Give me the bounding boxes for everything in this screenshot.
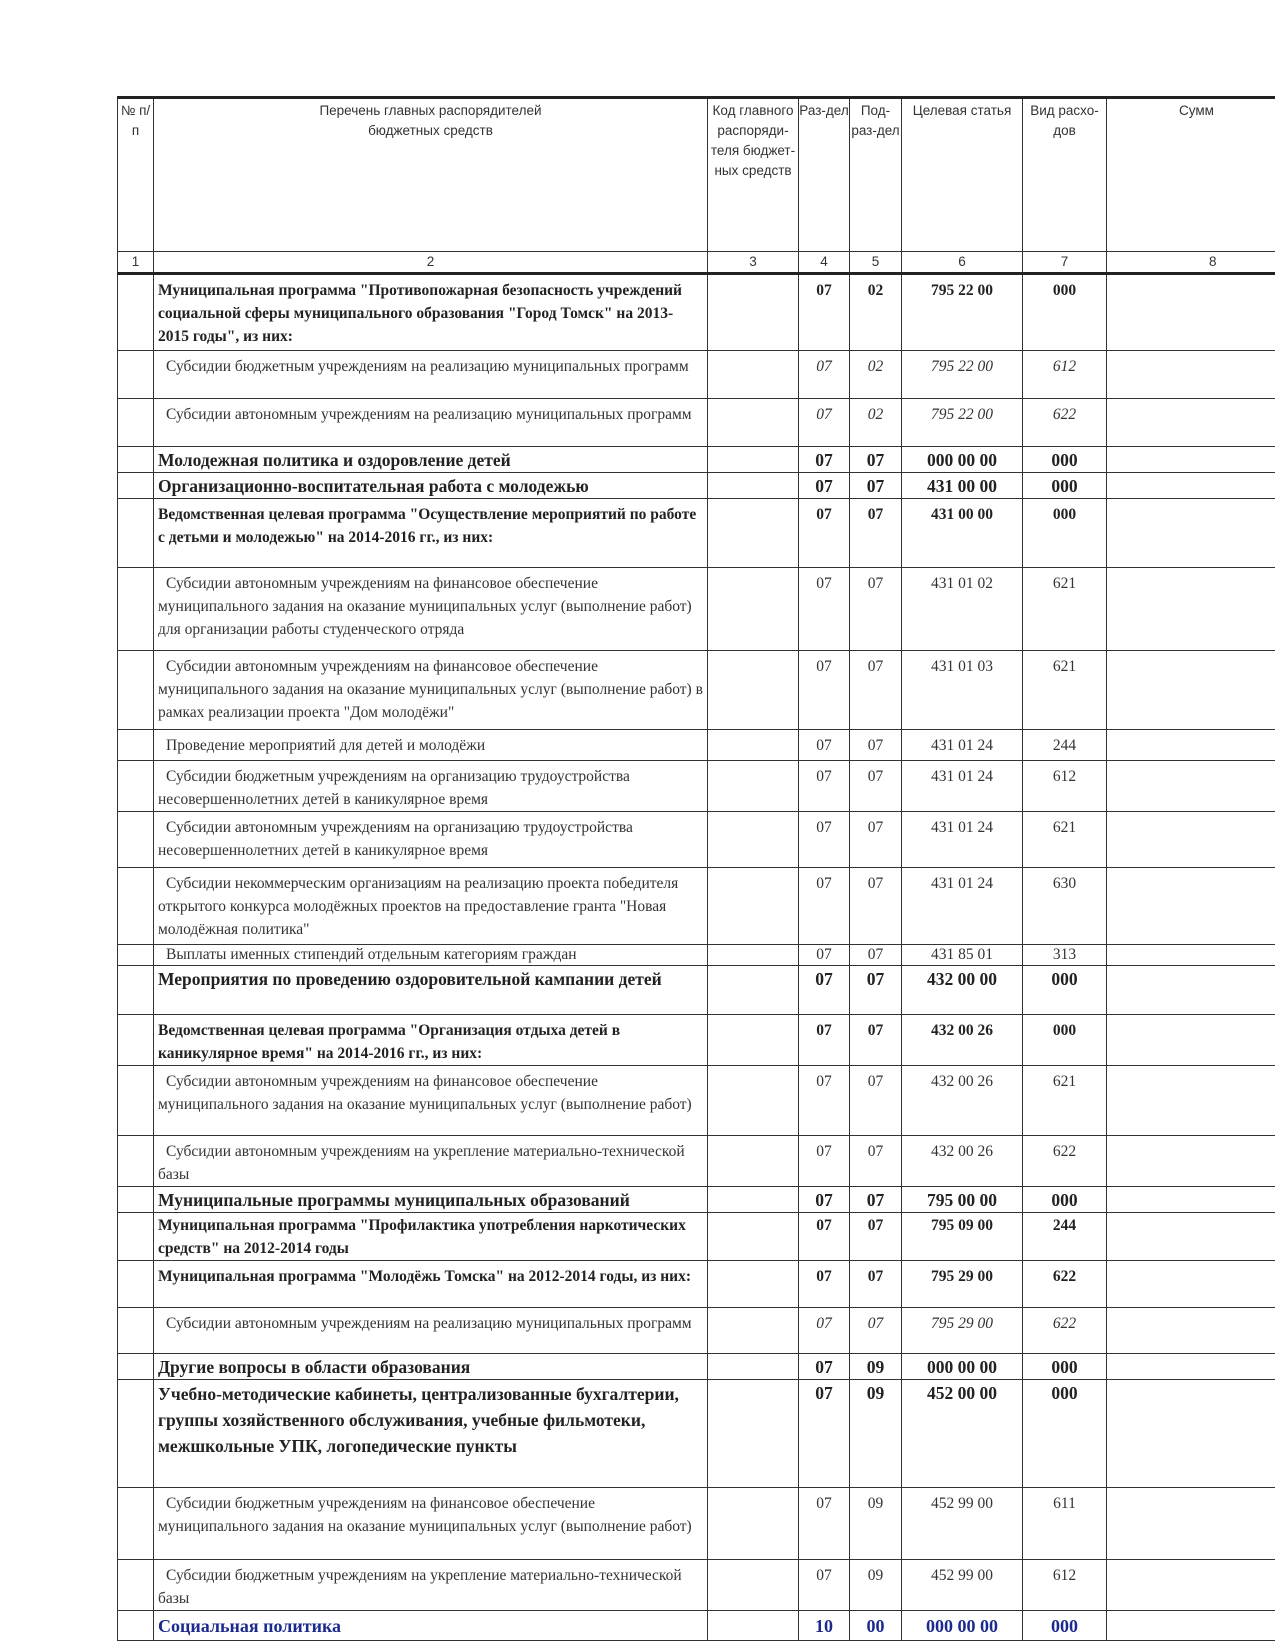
row-expense: 000 xyxy=(1023,274,1107,351)
row-name: Субсидии бюджетным учреждениям на финансовое обеспечение муниципального задания на оказание муниципальных услуг (выполнение работ) xyxy=(154,1488,708,1560)
row-section: 07 xyxy=(799,1187,850,1213)
row-target: 432 00 26 xyxy=(902,1136,1023,1187)
row-name: Другие вопросы в области образования xyxy=(154,1354,708,1380)
row-target: 795 29 00 xyxy=(902,1308,1023,1354)
row-target: 431 85 01 xyxy=(902,945,1023,966)
table-row xyxy=(118,761,1275,812)
row-target: 431 01 24 xyxy=(902,730,1023,761)
row-expense: 630 xyxy=(1023,868,1107,945)
row-name: Учебно-методические кабинеты, централизованные бухгалтерии, группы хозяйственного обслуживания, учебные фильмотеки, межшкольные УПК, логопедические пункты xyxy=(154,1380,708,1488)
row-name: Муниципальная программа "Молодёжь Томска" на 2012-2014 годы, из них: xyxy=(154,1261,708,1308)
column-number: 1 xyxy=(118,252,154,274)
table-row xyxy=(118,730,1275,761)
row-expense: 000 xyxy=(1023,1015,1107,1066)
row-subsection: 07 xyxy=(850,812,902,868)
table-row xyxy=(118,1354,1275,1380)
row-subsection: 07 xyxy=(850,1308,902,1354)
row-section: 07 xyxy=(799,1261,850,1308)
row-expense: 621 xyxy=(1023,1066,1107,1136)
row-section: 07 xyxy=(799,1015,850,1066)
row-name: Мероприятия по проведению оздоровительной кампании детей xyxy=(154,966,708,1015)
row-name: Молодежная политика и оздоровление детей xyxy=(154,447,708,473)
header-target: Целевая статья xyxy=(902,98,1023,252)
row-subsection: 07 xyxy=(850,1261,902,1308)
row-name: Субсидии автономным учреждениям на финансовое обеспечение муниципального задания на оказание муниципальных услуг (выполнение работ) xyxy=(154,1066,708,1136)
row-expense: 244 xyxy=(1023,730,1107,761)
header-code: Код главного распоряди-теля бюджет-ных средств xyxy=(708,98,799,252)
row-name: Субсидии некоммерческим организациям на реализацию проекта победителя открытого конкурса молодёжных проектов на предоставление гранта "Новая молодёжная политика" xyxy=(154,868,708,945)
row-subsection: 07 xyxy=(850,730,902,761)
row-target: 795 29 00 xyxy=(902,1261,1023,1308)
row-expense: 621 xyxy=(1023,568,1107,651)
row-expense: 000 xyxy=(1023,1354,1107,1380)
row-target: 795 22 00 xyxy=(902,274,1023,351)
row-section: 07 xyxy=(799,761,850,812)
table-row xyxy=(118,399,1275,447)
row-target: 431 01 03 xyxy=(902,651,1023,730)
row-name: Ведомственная целевая программа "Организация отдыха детей в каникулярное время" на 2014-2016 гг., из них: xyxy=(154,1015,708,1066)
row-section: 07 xyxy=(799,1066,850,1136)
row-section: 07 xyxy=(799,351,850,399)
table-row xyxy=(118,1261,1275,1308)
row-expense: 622 xyxy=(1023,1136,1107,1187)
row-expense: 000 xyxy=(1023,1380,1107,1488)
table-row xyxy=(118,1380,1275,1488)
row-section: 07 xyxy=(799,730,850,761)
table-row xyxy=(118,1213,1275,1261)
row-section: 07 xyxy=(799,274,850,351)
row-expense: 621 xyxy=(1023,651,1107,730)
row-section: 07 xyxy=(799,812,850,868)
row-name: Муниципальная программа "Противопожарная безопасность учреждений социальной сферы муниципального образования "Город Томск" на 2013-2015 годы", из них: xyxy=(154,274,708,351)
row-name: Организационно-воспитательная работа с молодежью xyxy=(154,473,708,499)
row-section: 07 xyxy=(799,399,850,447)
column-number: 4 xyxy=(799,252,850,274)
row-target: 431 01 24 xyxy=(902,761,1023,812)
row-expense: 000 xyxy=(1023,473,1107,499)
row-expense: 313 xyxy=(1023,945,1107,966)
row-subsection: 00 xyxy=(850,1611,902,1641)
row-target: 431 01 02 xyxy=(902,568,1023,651)
row-subsection: 09 xyxy=(850,1354,902,1380)
row-name: Проведение мероприятий для детей и молодёжи xyxy=(154,730,708,761)
row-name: Муниципальная программа "Профилактика употребления наркотических средств" на 2012-2014 годы xyxy=(154,1213,708,1261)
row-name: Выплаты именных стипендий отдельным категориям граждан xyxy=(154,945,708,966)
row-name: Субсидии бюджетным учреждениям на организацию трудоустройства несовершеннолетних детей в каникулярное время xyxy=(154,761,708,812)
row-target: 431 00 00 xyxy=(902,473,1023,499)
row-subsection: 09 xyxy=(850,1560,902,1611)
row-section: 07 xyxy=(799,447,850,473)
row-section: 07 xyxy=(799,499,850,568)
row-target: 432 00 26 xyxy=(902,1015,1023,1066)
row-section: 10 xyxy=(799,1611,850,1641)
row-subsection: 07 xyxy=(850,651,902,730)
header-sum: Сумм xyxy=(1107,98,1275,252)
row-subsection: 02 xyxy=(850,399,902,447)
row-subsection: 07 xyxy=(850,473,902,499)
row-target: 431 01 24 xyxy=(902,868,1023,945)
column-number: 2 xyxy=(154,252,708,274)
row-subsection: 07 xyxy=(850,447,902,473)
header-row xyxy=(118,98,1275,252)
row-name: Субсидии автономным учреждениям на реализацию муниципальных программ xyxy=(154,399,708,447)
row-subsection: 07 xyxy=(850,1187,902,1213)
row-section: 07 xyxy=(799,1136,850,1187)
row-subsection: 07 xyxy=(850,966,902,1015)
row-target: 000 00 00 xyxy=(902,1354,1023,1380)
row-name: Субсидии автономным учреждениям на финансовое обеспечение муниципального задания на оказание муниципальных услуг (выполнение работ) для организации работы студенческого отряда xyxy=(154,568,708,651)
row-expense: 612 xyxy=(1023,761,1107,812)
table-row xyxy=(118,1560,1275,1611)
row-expense: 000 xyxy=(1023,499,1107,568)
row-subsection: 07 xyxy=(850,1136,902,1187)
row-expense: 612 xyxy=(1023,1560,1107,1611)
row-target: 795 22 00 xyxy=(902,399,1023,447)
header-expense: Вид расхо-дов xyxy=(1023,98,1107,252)
row-section: 07 xyxy=(799,568,850,651)
row-section: 07 xyxy=(799,1213,850,1261)
table-row xyxy=(118,1136,1275,1187)
row-subsection: 07 xyxy=(850,568,902,651)
row-target: 452 00 00 xyxy=(902,1380,1023,1488)
table-row xyxy=(118,651,1275,730)
row-subsection: 07 xyxy=(850,761,902,812)
row-target: 000 00 00 xyxy=(902,1611,1023,1641)
row-expense: 622 xyxy=(1023,1261,1107,1308)
row-subsection: 07 xyxy=(850,1066,902,1136)
table-row xyxy=(118,1308,1275,1354)
table-row xyxy=(118,568,1275,651)
row-subsection: 02 xyxy=(850,351,902,399)
table-row xyxy=(118,274,1275,351)
row-expense: 000 xyxy=(1023,966,1107,1015)
row-target: 795 00 00 xyxy=(902,1187,1023,1213)
row-name: Ведомственная целевая программа "Осуществление мероприятий по работе с детьми и молодежью" на 2014-2016 гг., из них: xyxy=(154,499,708,568)
table-row xyxy=(118,868,1275,945)
column-number: 6 xyxy=(902,252,1023,274)
row-target: 432 00 00 xyxy=(902,966,1023,1015)
row-section: 07 xyxy=(799,1354,850,1380)
column-number-row xyxy=(118,252,1275,274)
table-row xyxy=(118,1611,1275,1641)
table-row xyxy=(118,1488,1275,1560)
column-number: 5 xyxy=(850,252,902,274)
table-row xyxy=(118,473,1275,499)
row-name: Субсидии автономным учреждениям на укрепление материально-технической базы xyxy=(154,1136,708,1187)
row-expense: 621 xyxy=(1023,812,1107,868)
row-name: Субсидии автономным учреждениям на реализацию муниципальных программ xyxy=(154,1308,708,1354)
table-row xyxy=(118,447,1275,473)
row-section: 07 xyxy=(799,1308,850,1354)
row-section: 07 xyxy=(799,1560,850,1611)
row-expense: 622 xyxy=(1023,399,1107,447)
row-subsection: 09 xyxy=(850,1380,902,1488)
row-name: Субсидии автономным учреждениям на финансовое обеспечение муниципального задания на оказание муниципальных услуг (выполнение работ) в рамках реализации проекта "Дом молодёжи" xyxy=(154,651,708,730)
row-expense: 000 xyxy=(1023,1187,1107,1213)
table-row xyxy=(118,812,1275,868)
column-number: 8 xyxy=(1107,252,1275,274)
row-name: Субсидии автономным учреждениям на организацию трудоустройства несовершеннолетних детей в каникулярное время xyxy=(154,812,708,868)
budget-table xyxy=(117,96,1275,1641)
row-section: 07 xyxy=(799,651,850,730)
column-number: 3 xyxy=(708,252,799,274)
row-subsection: 07 xyxy=(850,1213,902,1261)
row-target: 795 22 00 xyxy=(902,351,1023,399)
row-target: 452 99 00 xyxy=(902,1488,1023,1560)
table-row xyxy=(118,351,1275,399)
row-section: 07 xyxy=(799,868,850,945)
header-name: Перечень главных распорядителей бюджетных средств xyxy=(154,98,708,252)
row-subsection: 02 xyxy=(850,274,902,351)
row-expense: 000 xyxy=(1023,447,1107,473)
row-target: 431 01 24 xyxy=(902,812,1023,868)
row-subsection: 07 xyxy=(850,945,902,966)
table-row xyxy=(118,499,1275,568)
row-name: Муниципальные программы муниципальных образований xyxy=(154,1187,708,1213)
table-row xyxy=(118,1015,1275,1066)
row-expense: 244 xyxy=(1023,1213,1107,1261)
row-section: 07 xyxy=(799,473,850,499)
row-expense: 000 xyxy=(1023,1611,1107,1641)
row-subsection: 09 xyxy=(850,1488,902,1560)
row-expense: 611 xyxy=(1023,1488,1107,1560)
row-section: 07 xyxy=(799,1488,850,1560)
row-section: 07 xyxy=(799,1380,850,1488)
row-target: 431 00 00 xyxy=(902,499,1023,568)
row-expense: 622 xyxy=(1023,1308,1107,1354)
header-num: № п/п xyxy=(118,98,154,252)
row-name: Социальная политика xyxy=(154,1611,708,1641)
row-subsection: 07 xyxy=(850,868,902,945)
table-row xyxy=(118,1187,1275,1213)
row-target: 795 09 00 xyxy=(902,1213,1023,1261)
table-row xyxy=(118,1066,1275,1136)
row-expense: 612 xyxy=(1023,351,1107,399)
row-target: 000 00 00 xyxy=(902,447,1023,473)
row-section: 07 xyxy=(799,945,850,966)
row-name: Субсидии бюджетным учреждениям на реализацию муниципальных программ xyxy=(154,351,708,399)
header-subsection: Под-раз-дел xyxy=(850,98,902,252)
row-name: Субсидии бюджетным учреждениям на укрепление материально-технической базы xyxy=(154,1560,708,1611)
table-row xyxy=(118,945,1275,966)
column-number: 7 xyxy=(1023,252,1107,274)
row-target: 432 00 26 xyxy=(902,1066,1023,1136)
row-subsection: 07 xyxy=(850,1015,902,1066)
row-target: 452 99 00 xyxy=(902,1560,1023,1611)
table-row xyxy=(118,966,1275,1015)
row-subsection: 07 xyxy=(850,499,902,568)
row-section: 07 xyxy=(799,966,850,1015)
header-section: Раз-дел xyxy=(799,98,850,252)
